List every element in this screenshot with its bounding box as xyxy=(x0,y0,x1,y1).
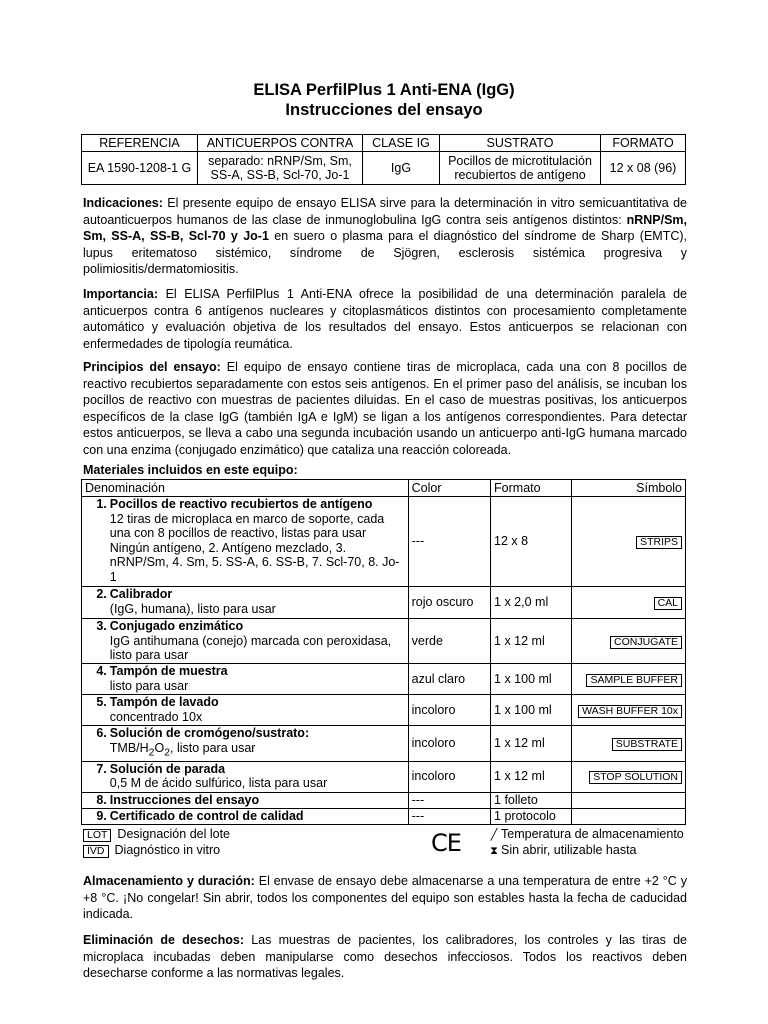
legend-temperature: ╱ Temperatura de almacenamiento xyxy=(490,827,684,841)
materials-heading: Materiales incluidos en este equipo: xyxy=(83,463,298,477)
material-title: Solución de cromógeno/sustrato: xyxy=(109,726,310,740)
material-row: 8. Instrucciones del ensayo --- 1 folleto xyxy=(82,792,686,808)
material-format: 12 x 8 xyxy=(491,497,572,587)
importancia-paragraph: Importancia: El ELISA PerfilPlus 1 Anti-ENA ofrece la posibilidad de una determinación paralela de anticuerpos contra 6 antígenos nucleares y citoplasmáticos distintos con procesamiento completamente automático y evaluación objetiva de los resultados del ensayo. Estos anticuerpos se relacionan con enfermedades de tipología reumática. xyxy=(83,287,687,351)
reference-table xyxy=(81,134,686,185)
material-color: incoloro xyxy=(408,761,490,792)
reference-header-row xyxy=(82,135,686,152)
legend-expiry: ⧗ Sin abrir, utilizable hasta xyxy=(490,843,637,857)
material-title: Solución de parada xyxy=(109,761,226,776)
ce-mark: CE xyxy=(431,829,461,857)
material-title: Certificado de control de calidad xyxy=(109,808,304,823)
material-row: 7. Solución de parada 0,5 M de ácido sulfúrico, lista para usar incoloro 1 x 12 ml STOP SOLUTION xyxy=(82,761,686,792)
header-denominacion: Denominación xyxy=(82,480,409,497)
material-color: --- xyxy=(408,792,490,808)
material-title: Calibrador xyxy=(109,587,173,601)
material-description: concentrado 10x xyxy=(109,709,203,724)
material-format: 1 x 100 ml xyxy=(491,664,572,695)
material-description: (IgG, humana), listo para usar xyxy=(109,601,276,616)
almacenamiento-paragraph: Almacenamiento y duración: El envase de ensayo debe almacenarse a una temperatura de entre +2 °C y +8 °C. ¡No congelar! Sin abrir, todos los componentes del equipo son estables hasta la fecha de caducidad indicada. xyxy=(83,874,687,922)
materials-table xyxy=(81,479,686,825)
material-row: 3. Conjugado enzimático IgG antihumana (conejo) marcada con peroxidasa, listo para usar verde 1 x 12 ml CONJUGATE xyxy=(82,619,686,664)
principios-paragraph: Principios del ensayo: El equipo de ensayo contiene tiras de microplaca, cada una con 8 pocillos de reactivo recubiertos separadamente con estos seis antígenos. En el primer paso del análisis, se incuban los pocillos de reactivo con muestras de pacientes diluidas. En el caso de muestras positivas, los anticuerpos específicos de la clase IgG (también IgA e IgM) se ligan a los antígenos correspondientes. Para detectar estos anticuerpos, se lleva a cabo una segunda incubación usando un anticuerpo anti-IgG humana marcado con una enzima (conjugado enzimático) que cataliza una reacción coloreada. xyxy=(83,360,687,457)
symbol-stop-solution: STOP SOLUTION xyxy=(589,771,682,784)
material-color: rojo oscuro xyxy=(408,587,490,619)
indicaciones-paragraph: Indicaciones: El presente equipo de ensayo ELISA sirve para la determinación in vitro semicuantitativa de autoanticuerpos humanos de las clase de inmunoglobulina IgG contra seis antígenos distintos: nRNP/Sm, Sm, SS-A, SS-B, Scl-70 y Jo-1 en suero o plasma para el diagnóstico del síndrome de Sharp (EMTC), lupus eritematoso sistémico, síndrome de Sjögren, esclerosis sistémica progresiva y polimiositis/dermatomiositis. xyxy=(83,196,687,277)
header-referencia: REFERENCIA xyxy=(82,135,198,152)
material-row: 1. Pocillos de reactivo recubiertos de antígeno 12 tiras de microplaca en marco de soporte, cada una con 8 pocillos de reactivo, listas para usar Ningún antígeno, 2. Antígeno mezclado, 3. nRNP/Sm, 4. Sm, 5. SS-A, 6. SS-B, 7. Scl-70, 8. Jo-1 --- 12 x 8 STRIPS xyxy=(82,497,686,587)
thermometer-icon: ╱ xyxy=(490,829,498,841)
material-title: Instrucciones del ensayo xyxy=(109,792,260,807)
header-formato: FORMATO xyxy=(601,135,686,152)
cell-formato: 12 x 08 (96) xyxy=(601,152,686,185)
material-color: azul claro xyxy=(408,664,490,695)
material-row: 9. Certificado de control de calidad --- 1 protocolo xyxy=(82,808,686,824)
legend-lot: LOT Designación del lote xyxy=(83,827,230,842)
material-description: IgG antihumana (conejo) marcada con peroxidasa, listo para usar xyxy=(109,633,392,663)
reference-data-row xyxy=(82,152,686,185)
symbol-wash-buffer: WASH BUFFER 10x xyxy=(578,705,682,718)
material-format: 1 x 12 ml xyxy=(491,761,572,792)
material-format: 1 x 12 ml xyxy=(491,619,572,664)
document-title: ELISA PerfilPlus 1 Anti-ENA (IgG) xyxy=(253,81,515,99)
material-color: incoloro xyxy=(408,726,490,762)
symbol-sample-buffer: SAMPLE BUFFER xyxy=(586,674,682,687)
material-row: 2. Calibrador (IgG, humana), listo para usar rojo oscuro 1 x 2,0 ml CAL xyxy=(82,587,686,619)
symbol-conjugate: CONJUGATE xyxy=(610,636,682,649)
header-formato: Formato xyxy=(491,480,572,497)
eliminacion-paragraph: Eliminación de desechos: Las muestras de pacientes, los calibradores, los controles y las tiras de microplaca incubadas deben manipularse como desechos infecciosos. Todos los reactivos deben desecharse conforme a las normativas legales. xyxy=(83,933,688,981)
hourglass-icon: ⧗ xyxy=(490,845,498,857)
material-format: 1 x 2,0 ml xyxy=(491,587,572,619)
material-format: 1 x 100 ml xyxy=(491,695,572,726)
symbol-legend xyxy=(81,826,686,858)
header-anticuerpos: ANTICUERPOS CONTRA xyxy=(198,135,363,152)
material-color: incoloro xyxy=(408,695,490,726)
document-subtitle: Instrucciones del ensayo xyxy=(285,101,483,119)
material-title: Conjugado enzimático xyxy=(109,619,244,633)
material-description: listo para usar xyxy=(109,678,189,693)
cell-sustrato: Pocillos de microtitulación recubiertos de antígeno xyxy=(440,152,601,185)
cell-clase: IgG xyxy=(363,152,440,185)
cell-anticuerpos: separado: nRNP/Sm, Sm, SS-A, SS-B, Scl-70, Jo-1 xyxy=(198,152,363,185)
material-format: 1 x 12 ml xyxy=(491,726,572,762)
ivd-symbol: IVD xyxy=(83,845,109,858)
cell-referencia: EA 1590-1208-1 G xyxy=(82,152,198,185)
material-description: 0,5 M de ácido sulfúrico, lista para usar xyxy=(109,776,328,791)
symbol-cal: CAL xyxy=(654,597,682,610)
material-color: verde xyxy=(408,619,490,664)
material-format: 1 protocolo xyxy=(491,808,572,824)
material-row: 5. Tampón de lavado concentrado 10x incoloro 1 x 100 ml WASH BUFFER 10x xyxy=(82,695,686,726)
header-sustrato: SUSTRATO xyxy=(440,135,601,152)
symbol-substrate: SUBSTRATE xyxy=(612,738,682,751)
material-format: 1 folleto xyxy=(491,792,572,808)
material-description: 12 tiras de microplaca en marco de soporte, cada una con 8 pocillos de reactivo, listas para usar Ningún antígeno, 2. Antígeno mezclado, 3. nRNP/Sm, 4. Sm, 5. SS-A, 6. SS-B, 7. Scl-70, 8. Jo-1 xyxy=(109,511,400,584)
material-title: Tampón de lavado xyxy=(109,695,219,709)
symbol-strips: STRIPS xyxy=(636,536,682,549)
materials-header-row xyxy=(82,480,686,497)
lot-symbol: LOT xyxy=(83,829,111,842)
header-clase: CLASE IG xyxy=(363,135,440,152)
header-simbolo: Símbolo xyxy=(571,480,685,497)
material-row: 6. Solución de cromógeno/sustrato: TMB/$H_2O_2$, listo para usar incoloro 1 x 12 ml SUBSTRATE xyxy=(82,726,686,762)
material-color: --- xyxy=(408,497,490,587)
material-description: TMB/$H_2O_2$, listo para usar xyxy=(109,740,256,759)
material-title: Tampón de muestra xyxy=(109,664,228,678)
material-color: --- xyxy=(408,808,490,824)
header-color: Color xyxy=(408,480,490,497)
material-row: 4. Tampón de muestra listo para usar azul claro 1 x 100 ml SAMPLE BUFFER xyxy=(82,664,686,695)
legend-ivd: IVD Diagnóstico in vitro xyxy=(83,843,220,858)
material-title: Pocillos de reactivo recubiertos de antígeno xyxy=(109,497,373,511)
